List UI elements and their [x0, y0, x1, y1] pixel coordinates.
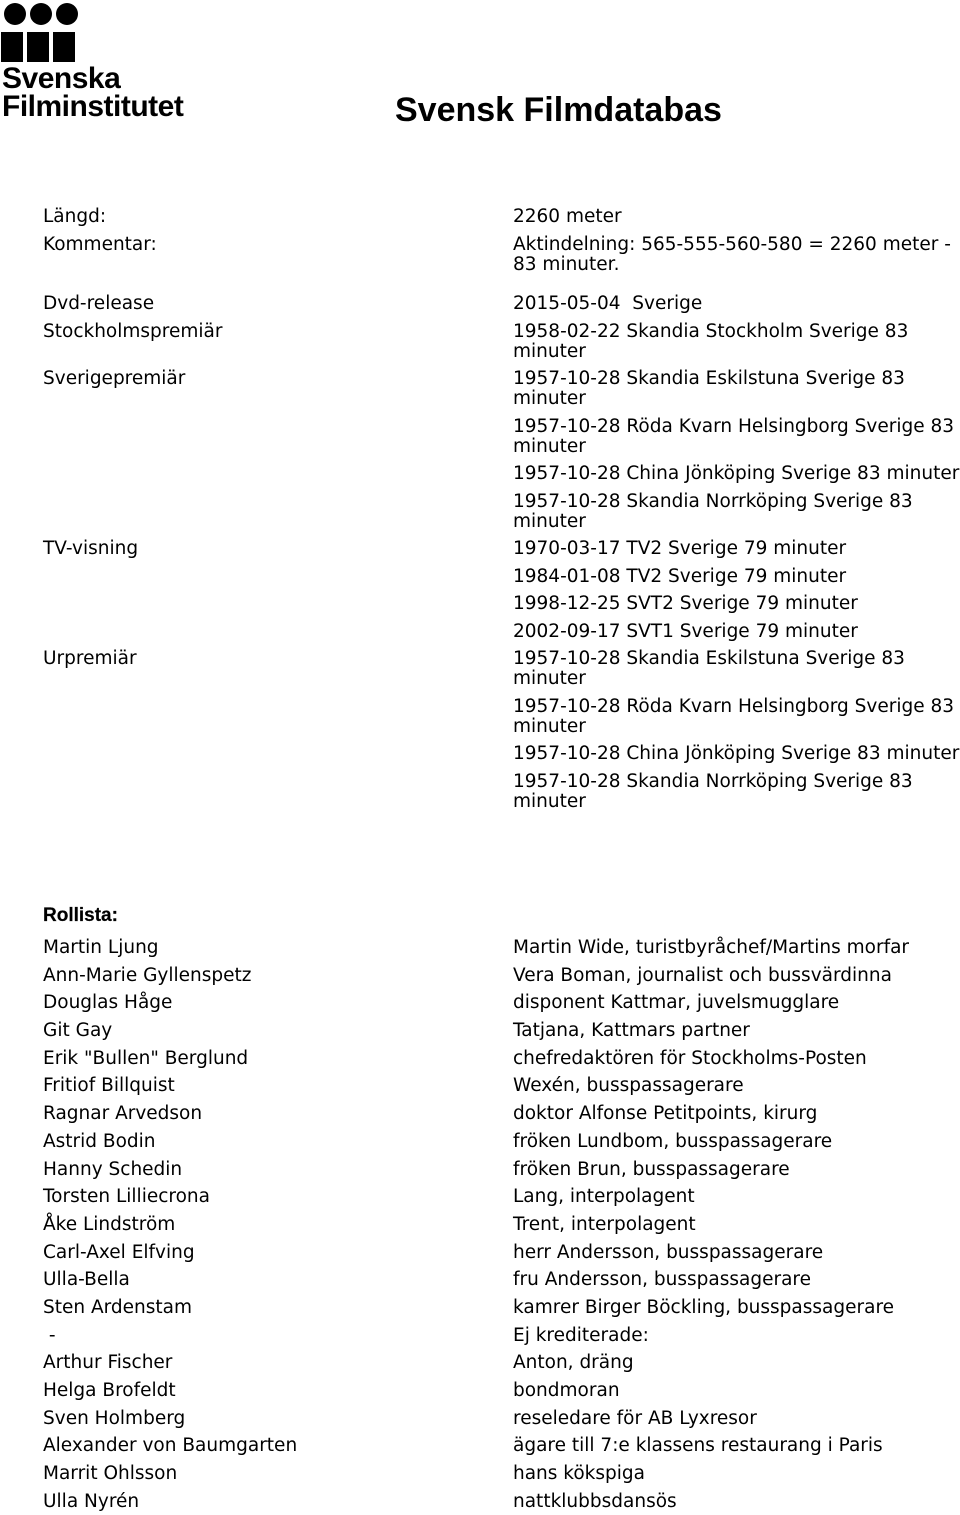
cast-role: Trent, interpolagent [513, 1213, 696, 1235]
cast-row [43, 1100, 960, 1128]
info-value-entry: 1984-01-08 TV2 Sverige 79 minuter [513, 565, 847, 587]
cast-row [43, 1183, 960, 1211]
cast-row [43, 1266, 960, 1294]
cast-row [43, 1211, 960, 1239]
info-row-length [43, 207, 960, 227]
cast-actor: Ann-Marie Gyllenspetz [43, 964, 252, 986]
cast-role: Wexén, busspassagerare [513, 1075, 744, 1097]
cast-row [43, 934, 960, 962]
cast-actor: - [43, 1324, 56, 1346]
cast-actor: Helga Brofeldt [43, 1380, 176, 1401]
cast-role: hans kökspiga [513, 1463, 645, 1485]
info-label: TV-visning [43, 538, 139, 559]
cast-role: fröken Brun, busspassagerare [513, 1158, 790, 1180]
info-value [513, 322, 960, 362]
info-label: Urpremiär [43, 648, 137, 669]
info-row-tv-screening [43, 539, 960, 642]
cast-role: kamrer Birger Böckling, busspassagerare [513, 1296, 895, 1318]
cast-header: Rollista: [43, 905, 118, 926]
cast-row [43, 1460, 960, 1488]
svenska-filminstitutet-logo [0, 0, 205, 130]
cast-actor: Ulla-Bella [43, 1269, 130, 1291]
logo-text-line2: Filminstitutet [2, 90, 184, 123]
cast-role: ägare till 7:e klassens restaurang i Paris [513, 1435, 883, 1457]
info-label: Sverigepremiär [43, 368, 186, 389]
info-value-entry: 1957-10-28 China Jönköping Sverige 83 minuter [513, 463, 960, 484]
info-row-stockholm-premiere [43, 322, 960, 362]
cast-actor: Fritiof Billquist [43, 1075, 175, 1097]
cast-row [43, 1156, 960, 1184]
cast-actor: Sven Holmberg [43, 1407, 186, 1429]
cast-role: Ej krediterade: [513, 1324, 649, 1346]
cast-actor: Martin Ljung [43, 937, 159, 958]
cast-role: fröken Lundbom, busspassagerare [513, 1130, 833, 1152]
cast-role: Vera Boman, journalist och bussvärdinna [513, 964, 892, 986]
cast-role: Tatjana, Kattmars partner [513, 1020, 750, 1042]
cast-role: fru Andersson, busspassagerare [513, 1269, 812, 1291]
cast-row [43, 1432, 960, 1460]
info-value-entry: 1957-10-28 Röda Kvarn Helsingborg Sverige 83 minuter [513, 695, 955, 737]
info-value-entry: 2260 meter [513, 206, 622, 227]
cast-role: reseledare för AB Lyxresor [513, 1407, 757, 1429]
film-info [43, 207, 960, 819]
cast-row [43, 1488, 960, 1515]
cast-row [43, 1294, 960, 1322]
cast-actor: Ulla Nyrén [43, 1490, 140, 1512]
cast-row [43, 1349, 960, 1377]
info-value [513, 369, 960, 532]
logo-bars-icon [0, 32, 80, 62]
cast-actor: Alexander von Baumgarten [43, 1435, 298, 1457]
cast-actor: Ragnar Arvedson [43, 1103, 203, 1125]
cast-role: nattklubbsdansös [513, 1490, 677, 1512]
cast-row [43, 1072, 960, 1100]
info-value-entry: 1957-10-28 Skandia Eskilstuna Sverige 83 minuter [513, 368, 905, 409]
cast-actor: Carl-Axel Elfving [43, 1241, 195, 1263]
info-value-entry: 1957-10-28 Röda Kvarn Helsingborg Sverige 83 minuter [513, 415, 955, 457]
cast-role: Martin Wide, turistbyråchef/Martins morfar [513, 937, 910, 958]
cast-actor: Marrit Ohlsson [43, 1463, 178, 1485]
cast-actor: Torsten Lilliecrona [43, 1186, 210, 1208]
info-label: Stockholmspremiär [43, 320, 223, 342]
cast-row [43, 1405, 960, 1433]
cast-actor: Git Gay [43, 1020, 113, 1042]
info-label: Längd: [43, 206, 107, 227]
cast-actor: Åke Lindström [43, 1213, 176, 1235]
cast-row [43, 1322, 960, 1350]
cast-actor: Sten Ardenstam [43, 1296, 193, 1318]
info-row-sweden-premiere [43, 369, 960, 532]
cast-role: Anton, dräng [513, 1352, 634, 1374]
cast-row [43, 989, 960, 1017]
cast-role: chefredaktören för Stockholms-Posten [513, 1047, 867, 1069]
cast-actor: Hanny Schedin [43, 1158, 183, 1180]
info-value-entry: 2015-05-04 Sverige [513, 293, 703, 314]
info-value-entry: 1957-10-28 China Jönköping Sverige 83 minuter [513, 743, 960, 764]
cast-role: Lang, interpolagent [513, 1186, 695, 1208]
logo-text-line1: Svenska [2, 62, 121, 95]
info-value [513, 539, 960, 642]
info-value [513, 207, 960, 227]
cast-row [43, 1045, 960, 1073]
cast-row [43, 962, 960, 990]
cast-role: bondmoran [513, 1380, 620, 1401]
info-value [513, 649, 960, 812]
cast-row [43, 1239, 960, 1267]
info-label: Dvd-release [43, 293, 155, 314]
info-value-entry: 1970-03-17 TV2 Sverige 79 minuter [513, 538, 847, 559]
info-row-comment [43, 235, 960, 275]
cast-role: doktor Alfonse Petitpoints, kirurg [513, 1103, 818, 1125]
info-value-entry: 2002-09-17 SVT1 Sverige 79 minuter [513, 620, 858, 642]
cast-actor: Douglas Håge [43, 992, 173, 1014]
cast-actor: Astrid Bodin [43, 1130, 156, 1152]
cast-role: disponent Kattmar, juvelsmugglare [513, 992, 840, 1014]
cast-list [43, 934, 960, 1515]
cast-role: herr Andersson, busspassagerare [513, 1241, 824, 1263]
info-row-dvd-release [43, 294, 960, 314]
info-value-entry: Aktindelning: 565-555-560-580 = 2260 meter - 83 minuter. [513, 233, 951, 275]
info-value-entry: 1957-10-28 Skandia Norrköping Sverige 83 minuter [513, 490, 913, 532]
cast-actor: Arthur Fischer [43, 1352, 173, 1374]
cast-row [43, 1017, 960, 1045]
info-label: Kommentar: [43, 233, 157, 255]
info-value [513, 294, 960, 314]
page-title: Svensk Filmdatabas [395, 91, 722, 129]
cast-row [43, 1377, 960, 1405]
info-row-world-premiere [43, 649, 960, 812]
info-value-entry: 1957-10-28 Skandia Norrköping Sverige 83 minuter [513, 770, 913, 812]
info-value-entry: 1998-12-25 SVT2 Sverige 79 minuter [513, 593, 858, 614]
cast-actor: Erik "Bullen" Berglund [43, 1047, 249, 1069]
logo-dots-icon [3, 2, 83, 26]
info-value [513, 235, 960, 275]
info-value-entry: 1958-02-22 Skandia Stockholm Sverige 83 minuter [513, 320, 909, 362]
cast-row [43, 1128, 960, 1156]
info-value-entry: 1957-10-28 Skandia Eskilstuna Sverige 83 minuter [513, 648, 905, 689]
